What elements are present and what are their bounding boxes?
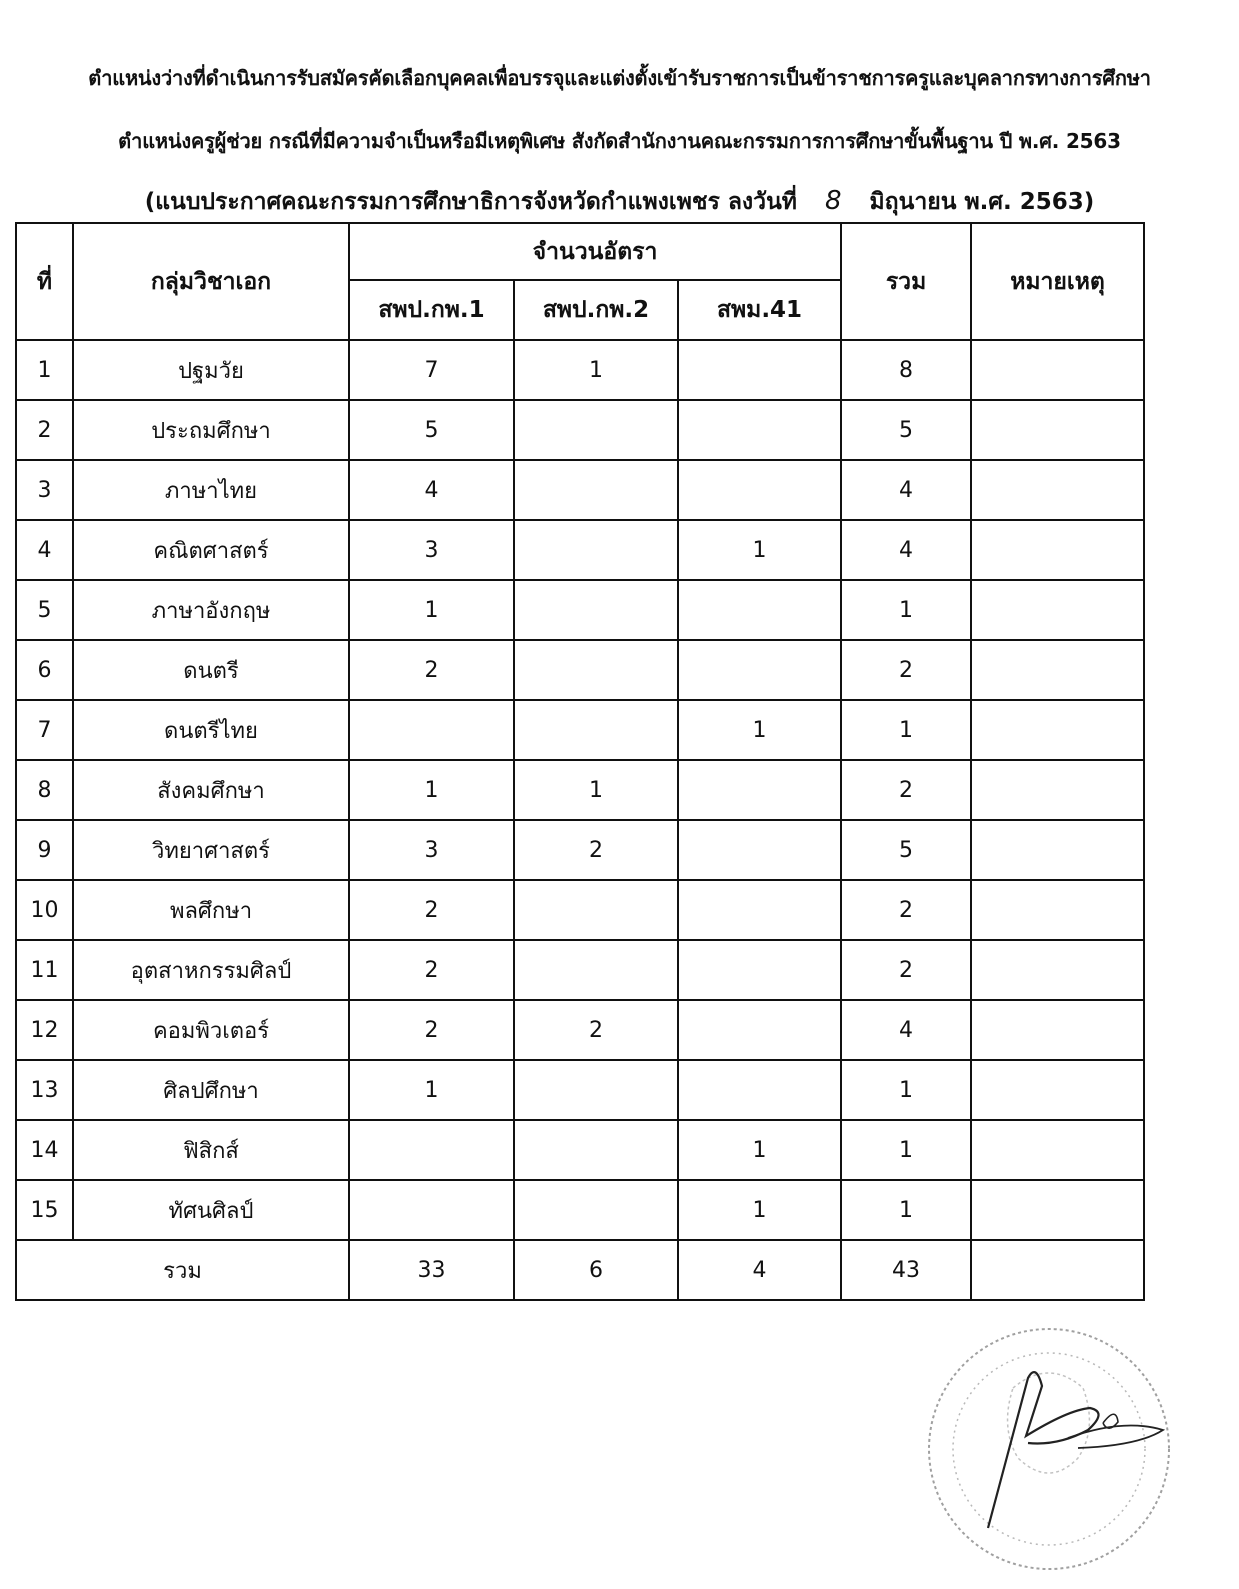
cell-note (971, 1120, 1144, 1180)
cell-note (971, 340, 1144, 400)
cell-b (514, 700, 678, 760)
cell-subject: ศิลปศึกษา (73, 1060, 349, 1120)
table-row (16, 520, 1144, 580)
title-line-3-suffix: มิถุนายน พ.ศ. 2563) (869, 189, 1095, 215)
table-row (16, 1060, 1144, 1120)
cell-total: 2 (841, 880, 971, 940)
cell-note (971, 640, 1144, 700)
cell-no: 2 (16, 400, 73, 460)
cell-b (514, 400, 678, 460)
cell-c: 1 (678, 1180, 841, 1240)
cell-note (971, 1000, 1144, 1060)
cell-total: 5 (841, 400, 971, 460)
cell-subject: สังคมศึกษา (73, 760, 349, 820)
cell-a: 3 (349, 520, 514, 580)
total-total: 43 (841, 1240, 971, 1300)
header-subject: กลุ่มวิชาเอก (73, 223, 349, 340)
cell-c: 1 (678, 700, 841, 760)
cell-note (971, 520, 1144, 580)
cell-c (678, 760, 841, 820)
cell-a: 2 (349, 880, 514, 940)
header-spp-kp2: สพป.กพ.2 (514, 280, 678, 340)
cell-b (514, 940, 678, 1000)
cell-c (678, 340, 841, 400)
title-line-2: ตำแหน่งครูผู้ช่วย กรณีที่มีความจำเป็นหรือมีเหตุพิเศษ สังกัดสำนักงานคณะกรรมการการศึกษาขั้นพื้นฐาน ปี พ.ศ. 2563 (118, 129, 1121, 153)
cell-total: 4 (841, 460, 971, 520)
cell-b: 1 (514, 340, 678, 400)
cell-note (971, 1180, 1144, 1240)
cell-c (678, 880, 841, 940)
cell-a: 1 (349, 1060, 514, 1120)
cell-no: 9 (16, 820, 73, 880)
cell-subject: ดนตรี (73, 640, 349, 700)
cell-c: 1 (678, 520, 841, 580)
cell-note (971, 1060, 1144, 1120)
cell-b (514, 1060, 678, 1120)
cell-c (678, 1000, 841, 1060)
header-note: หมายเหตุ (971, 223, 1144, 340)
cell-subject: ปฐมวัย (73, 340, 349, 400)
header-count-group: จำนวนอัตรา (349, 223, 841, 280)
cell-no: 3 (16, 460, 73, 520)
table-row (16, 1180, 1144, 1240)
cell-b: 2 (514, 820, 678, 880)
table-row (16, 640, 1144, 700)
cell-subject: ประถมศึกษา (73, 400, 349, 460)
cell-total: 4 (841, 520, 971, 580)
cell-a: 1 (349, 760, 514, 820)
header-spp-kp1: สพป.กพ.1 (349, 280, 514, 340)
cell-subject: วิทยาศาสตร์ (73, 820, 349, 880)
cell-c (678, 820, 841, 880)
cell-a: 2 (349, 940, 514, 1000)
cell-subject: คอมพิวเตอร์ (73, 1000, 349, 1060)
cell-no: 6 (16, 640, 73, 700)
cell-total: 1 (841, 1120, 971, 1180)
cell-no: 13 (16, 1060, 73, 1120)
total-label: รวม (16, 1240, 349, 1300)
table-row (16, 880, 1144, 940)
total-note (971, 1240, 1144, 1300)
cell-no: 5 (16, 580, 73, 640)
cell-subject: พลศึกษา (73, 880, 349, 940)
table-row (16, 1120, 1144, 1180)
positions-table (15, 222, 1145, 1301)
total-c: 4 (678, 1240, 841, 1300)
cell-c: 1 (678, 1120, 841, 1180)
title-line-1: ตำแหน่งว่างที่ดำเนินการรับสมัครคัดเลือกบุคคลเพื่อบรรจุและแต่งตั้งเข้ารับราชการเป็นข้าราชการครูและบุคลากรทางการศึกษา (88, 66, 1151, 90)
cell-total: 1 (841, 580, 971, 640)
cell-note (971, 460, 1144, 520)
cell-total: 8 (841, 340, 971, 400)
header-spm41: สพม.41 (678, 280, 841, 340)
table-row (16, 580, 1144, 640)
cell-no: 15 (16, 1180, 73, 1240)
cell-note (971, 940, 1144, 1000)
cell-a (349, 700, 514, 760)
cell-b: 1 (514, 760, 678, 820)
cell-note (971, 820, 1144, 880)
cell-subject: อุตสาหกรรมศิลป์ (73, 940, 349, 1000)
cell-a: 2 (349, 640, 514, 700)
handwritten-day: 8 (824, 186, 842, 216)
cell-subject: ทัศนศิลป์ (73, 1180, 349, 1240)
cell-c (678, 580, 841, 640)
cell-a: 7 (349, 340, 514, 400)
cell-c (678, 940, 841, 1000)
cell-note (971, 760, 1144, 820)
cell-total: 2 (841, 760, 971, 820)
cell-b (514, 520, 678, 580)
title-line-3-prefix: (แนบประกาศคณะกรรมการศึกษาธิการจังหวัดกำแพงเพชร ลงวันที่ (144, 189, 797, 215)
cell-b (514, 1120, 678, 1180)
table-row (16, 1000, 1144, 1060)
table-row (16, 340, 1144, 400)
cell-b (514, 580, 678, 640)
cell-subject: ฟิสิกส์ (73, 1120, 349, 1180)
table-row (16, 940, 1144, 1000)
cell-subject: ภาษาอังกฤษ (73, 580, 349, 640)
total-row (16, 1240, 1144, 1300)
official-seal-with-signature-icon (918, 1318, 1180, 1580)
cell-total: 1 (841, 1060, 971, 1120)
table-row (16, 400, 1144, 460)
cell-no: 8 (16, 760, 73, 820)
cell-c (678, 1060, 841, 1120)
cell-no: 1 (16, 340, 73, 400)
cell-c (678, 400, 841, 460)
cell-no: 4 (16, 520, 73, 580)
cell-note (971, 700, 1144, 760)
cell-a: 3 (349, 820, 514, 880)
table-row (16, 460, 1144, 520)
total-b: 6 (514, 1240, 678, 1300)
cell-no: 14 (16, 1120, 73, 1180)
cell-subject: คณิตศาสตร์ (73, 520, 349, 580)
cell-a (349, 1120, 514, 1180)
cell-no: 11 (16, 940, 73, 1000)
cell-total: 1 (841, 1180, 971, 1240)
cell-no: 12 (16, 1000, 73, 1060)
cell-a: 4 (349, 460, 514, 520)
cell-total: 5 (841, 820, 971, 880)
cell-b: 2 (514, 1000, 678, 1060)
table-row (16, 700, 1144, 760)
cell-subject: ดนตรีไทย (73, 700, 349, 760)
cell-b (514, 640, 678, 700)
cell-a: 1 (349, 580, 514, 640)
cell-total: 2 (841, 940, 971, 1000)
header-no: ที่ (16, 223, 73, 340)
cell-total: 4 (841, 1000, 971, 1060)
cell-c (678, 640, 841, 700)
cell-note (971, 580, 1144, 640)
header-total: รวม (841, 223, 971, 340)
cell-total: 2 (841, 640, 971, 700)
cell-no: 7 (16, 700, 73, 760)
cell-c (678, 460, 841, 520)
cell-b (514, 460, 678, 520)
table-row (16, 760, 1144, 820)
title-line-3 (0, 184, 1239, 220)
total-a: 33 (349, 1240, 514, 1300)
cell-b (514, 1180, 678, 1240)
cell-note (971, 880, 1144, 940)
cell-b (514, 880, 678, 940)
table-row (16, 820, 1144, 880)
cell-no: 10 (16, 880, 73, 940)
cell-total: 1 (841, 700, 971, 760)
cell-a: 2 (349, 1000, 514, 1060)
cell-note (971, 400, 1144, 460)
cell-subject: ภาษาไทย (73, 460, 349, 520)
cell-a: 5 (349, 400, 514, 460)
cell-a (349, 1180, 514, 1240)
